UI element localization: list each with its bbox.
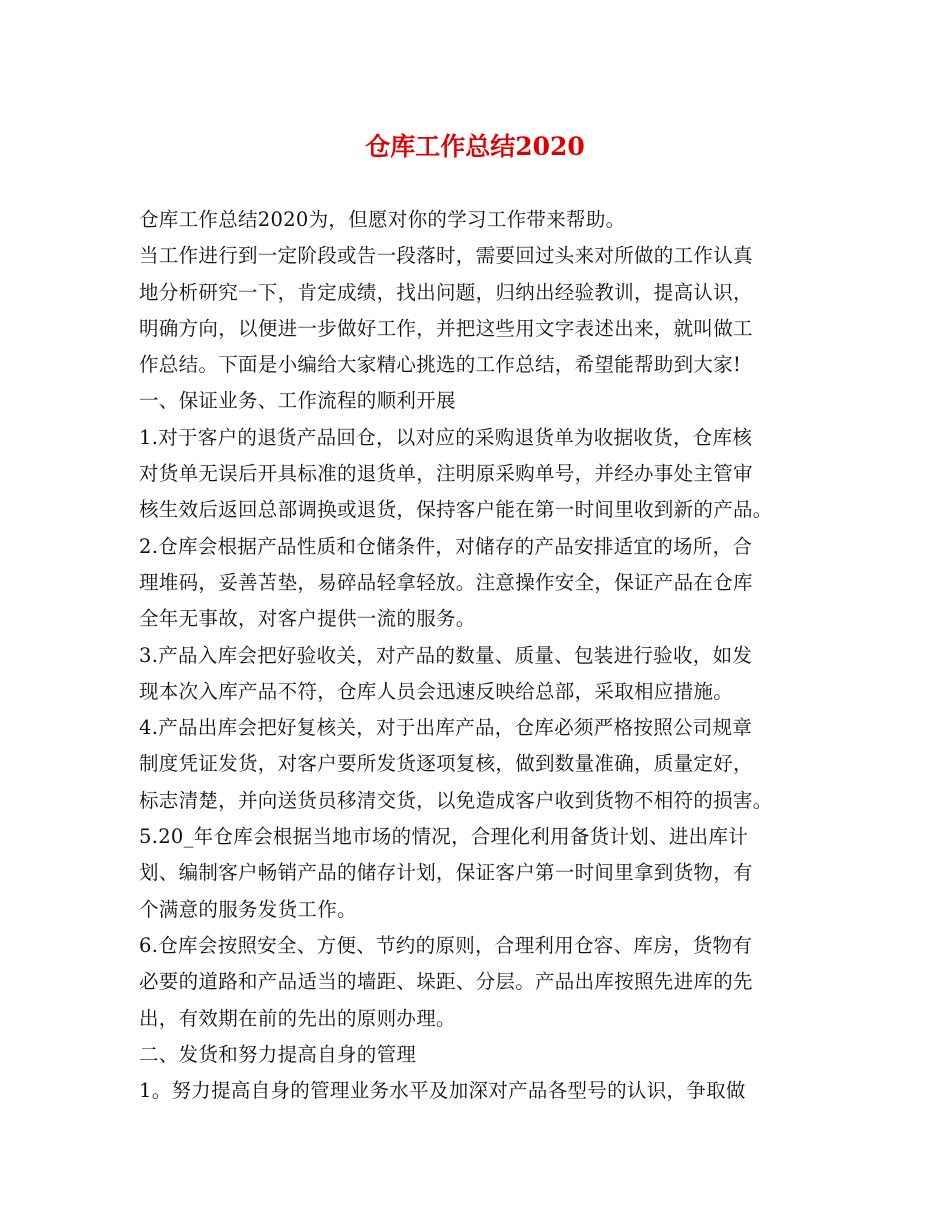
body-line: 5.20_年仓库会根据当地市场的情况，合理化利用备货计划、进出库计 (139, 825, 749, 849)
body-line: 个满意的服务发货工作。 (139, 897, 357, 921)
body-line: 理堆码，妥善苫垫，易碎品轻拿轻放。注意操作安全，保证产品在仓库 (139, 570, 753, 594)
body-line: 标志清楚，并向送货员移清交货，以免造成客户收到货物不相符的损害。 (139, 788, 773, 812)
body-line: 制度凭证发货，对客户要所发货逐项复核，做到数量准确，质量定好， (139, 752, 753, 776)
body-line: 仓库工作总结2020为，但愿对你的学习工作带来帮助。 (139, 208, 626, 231)
body-line: 明确方向，以便进一步做好工作，并把这些用文字表述出来，就叫做工 (139, 316, 753, 340)
body-line: 6.仓库会按照安全、方便、节约的原则，合理利用仓容、库房，货物有 (139, 933, 753, 957)
body-line: 1。努力提高自身的管理业务水平及加深对产品各型号的认识，争取做 (139, 1079, 746, 1103)
body-line: 全年无事故，对客户提供一流的服务。 (139, 607, 476, 631)
body-line: 必要的道路和产品适当的墙距、垛距、分层。产品出库按照先进库的先 (139, 970, 753, 994)
body-line: 对货单无误后开具标准的退货单，注明原采购单号，并经办事处主管审 (139, 462, 753, 486)
body-line: 地分析研究一下，肯定成绩，找出问题，归纳出经验教训，提高认识， (139, 280, 753, 304)
document-title: 仓库工作总结2020 (365, 132, 585, 161)
body-line: 4.产品出库会把好复核关，对于出库产品，仓库必须严格按照公司规章 (139, 716, 753, 740)
document-body (139, 202, 829, 1109)
body-line: 1.对于客户的退货产品回仓，以对应的采购退货单为收据收货，仓库核 (139, 425, 753, 449)
section-heading: 二、发货和努力提高自身的管理 (139, 1042, 417, 1066)
body-line: 3.产品入库会把好验收关，对产品的数量、质量、包装进行验收，如发 (139, 643, 753, 667)
body-line: 当工作进行到一定阶段或告一段落时，需要回过头来对所做的工作认真 (139, 244, 753, 268)
body-line: 核生效后返回总部调换或退货，保持客户能在第一时间里收到新的产品。 (139, 498, 773, 522)
body-line: 2.仓库会根据产品性质和仓储条件，对储存的产品安排适宜的场所，合 (139, 534, 753, 558)
body-line: 出，有效期在前的先出的原则办理。 (139, 1006, 456, 1030)
section-heading: 一、保证业务、工作流程的顺利开展 (139, 389, 456, 413)
body-line: 划、编制客户畅销产品的储存计划，保证客户第一时间里拿到货物，有 (139, 861, 753, 885)
body-line: 现本次入库产品不符，仓库人员会迅速反映给总部，采取相应措施。 (139, 679, 734, 703)
body-line: 作总结。下面是小编给大家精心挑选的工作总结，希望能帮助到大家! (139, 353, 742, 377)
